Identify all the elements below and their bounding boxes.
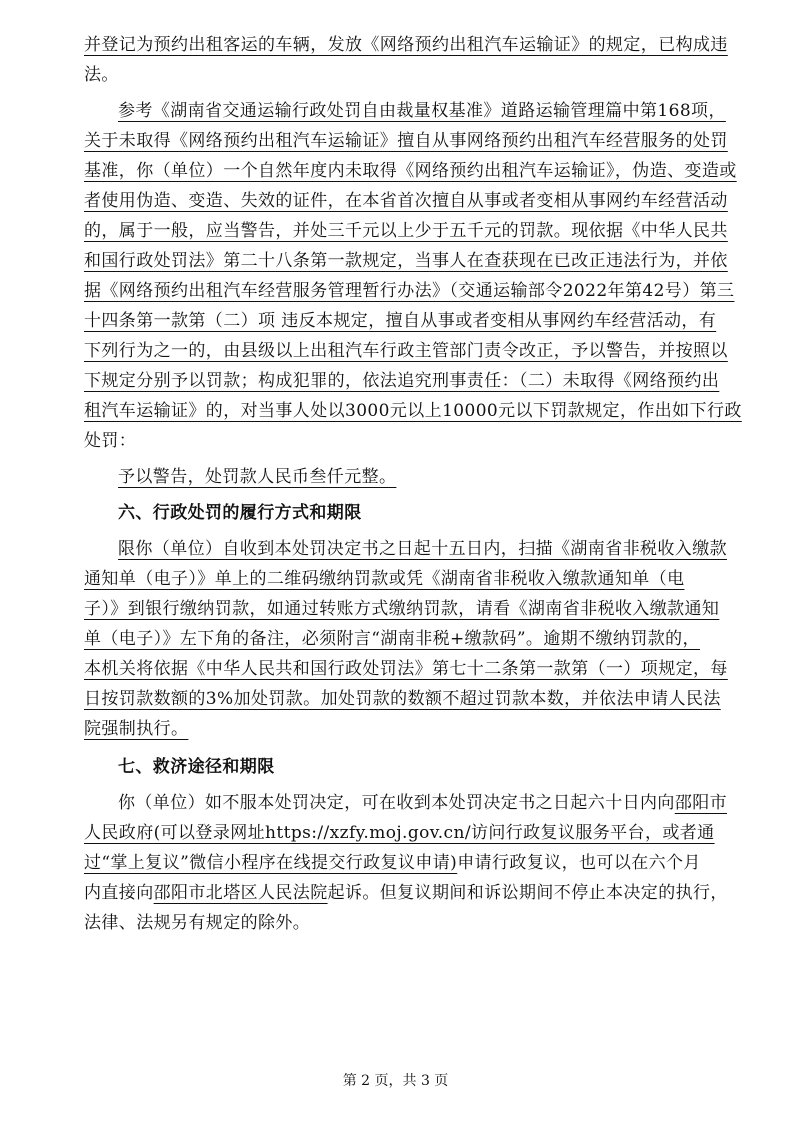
- text-line: 处罚：: [84, 431, 137, 451]
- text-line: 十四条第一款第（二）项 违反本规定，擅自从事或者变相从事网约车经营活动，有: [84, 311, 717, 331]
- text-line: [84, 788, 756, 818]
- text-line: 基准，你（单位）一个自然年度内未取得《网络预约出租汽车运输证》，伪造、变造或: [84, 161, 737, 181]
- text-line: 参考《湖南省交通运输行政处罚自由裁量权基准》道路运输管理篇中第168项，: [118, 101, 726, 121]
- text-line: [84, 848, 756, 878]
- text-line: 法。: [84, 65, 119, 85]
- reference-paragraph: [84, 96, 756, 456]
- section-heading: 六、行政处罚的履行方式和期限: [118, 503, 362, 523]
- document-body: [84, 30, 756, 938]
- text-line: 的，属于一般，应当警告，并处三千元以上少于五千元的罚款。现依据《中华人民共: [84, 221, 728, 241]
- text-line: 院强制执行。: [84, 719, 189, 739]
- text-line: 通知单（电子）》单上的二维码缴纳罚款或凭《湖南省非税收入缴款通知单（电: [84, 569, 685, 589]
- text-line: 下规定分别予以罚款；构成犯罪的，依法追究刑事责任：（二）未取得《网络预约出: [84, 371, 720, 391]
- text-segment: 起诉。但复议期间和诉讼期间不停止本决定的执行，: [327, 883, 728, 903]
- page-number: 第 2 页，共 3 页: [342, 1073, 449, 1089]
- text-line: 者使用伪造、变造、失效的证件，在本省首次擅自从事或者变相从事网约车经营活动: [84, 191, 728, 211]
- penalty-decision: 予以警告，处罚款人民币叁仟元整。: [118, 467, 397, 487]
- text-line: 法律、法规另有规定的除外。: [84, 913, 311, 933]
- intro-paragraph: [84, 30, 756, 90]
- text-line: 子）》到银行缴纳罚款，如通过转账方式缴纳罚款，请看《湖南省非税收入缴款通知: [84, 599, 720, 619]
- text-segment: 申请行政复议，也可以在六个月: [457, 853, 701, 873]
- text-segment: 你（单位）如不服本处罚决定，可在收到本处罚决定书之日起六十日内向: [118, 793, 675, 813]
- text-segment: 过“掌上复议”微信小程序在线提交行政复议申请): [84, 853, 458, 873]
- text-line: 日按罚款数额的3%加处罚款。加处罚款的数额不超过罚款本数，并依法申请人民法: [84, 689, 721, 709]
- court-city: 邵阳市: [674, 793, 728, 813]
- text-line: 单（电子）》左下角的备注，必须附言“湖南非税+缴款码”。逾期不缴纳罚款的，: [84, 629, 700, 649]
- section7-paragraph: [84, 788, 756, 938]
- text-line: 关于未取得《网络预约出租汽车运输证》擅自从事网络预约出租汽车经营服务的处罚: [84, 131, 728, 151]
- text-line: 人民政府(可以登录网址https://xzfy.moj.gov.cn/访问行政复议服务平台，或者通: [84, 823, 715, 843]
- text-line: 限你（单位）自收到本处罚决定书之日起十五日内，扫描《湖南省非税收入缴款: [118, 539, 727, 559]
- text-line: 据《网络预约出租汽车经营服务管理暂行办法》（交通运输部令2022年第42号）第三: [84, 281, 735, 301]
- text-line: 下列行为之一的，由县级以上出租汽车行政主管部门责令改正，予以警告，并按照以: [84, 341, 728, 361]
- text-line: 租汽车运输证》的，对当事人处以3000元以上10000元以下罚款规定，作出如下行政: [84, 401, 742, 421]
- text-line: 和国行政处罚法》第二十八条第一款规定，当事人在查获现在已改正违法行为，并依: [84, 251, 728, 271]
- section6-paragraph: [84, 534, 756, 744]
- court-name: 邵阳市北塔区人民法院: [153, 883, 328, 903]
- section-heading: 七、救济途径和期限: [118, 757, 275, 777]
- text-segment: 内直接向: [84, 883, 154, 903]
- text-line: 并登记为预约出租客运的车辆，发放《网络预约出租汽车运输证》的规定，已构成违: [84, 35, 728, 55]
- text-line: 本机关将依据《中华人民共和国行政处罚法》第七十二条第一款第（一）项规定，每: [84, 659, 728, 679]
- text-line: [84, 878, 756, 908]
